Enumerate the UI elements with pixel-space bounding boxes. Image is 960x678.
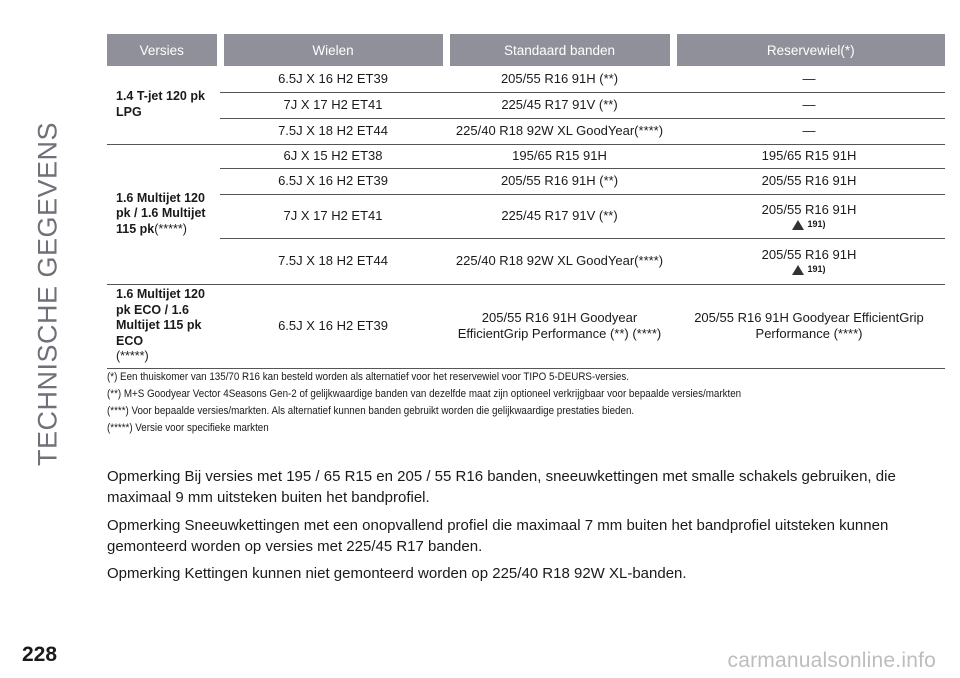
wheel-cell: 6J X 15 H2 ET38 bbox=[220, 144, 446, 168]
spare-cell: — bbox=[673, 92, 945, 118]
tyre-cell: 225/45 R17 91V (**) bbox=[446, 92, 673, 118]
version-cell: 1.6 Multijet 120 pk ECO / 1.6 Multijet 115 pk ECO (*****) bbox=[107, 284, 220, 368]
table-header-row bbox=[107, 34, 945, 66]
tyre-cell: 205/55 R16 91H (**) bbox=[446, 66, 673, 92]
footnote: (*****) Versie voor specifieke markten bbox=[107, 422, 269, 434]
table-row bbox=[107, 194, 945, 238]
tyre-cell: 225/40 R18 92W XL GoodYear(****) bbox=[446, 238, 673, 284]
wheel-cell: 7J X 17 H2 ET41 bbox=[220, 92, 446, 118]
warning-triangle-icon bbox=[792, 265, 804, 275]
wheel-cell: 6.5J X 16 H2 ET39 bbox=[220, 66, 446, 92]
side-title-text: TECHNISCHE GEGEVENS bbox=[32, 121, 63, 467]
table-row bbox=[107, 144, 945, 168]
wheel-cell: 7.5J X 18 H2 ET44 bbox=[220, 238, 446, 284]
spare-cell: 205/55 R16 91H Goodyear EfficientGrip Performance (****) bbox=[673, 284, 945, 368]
tyre-cell: 205/55 R16 91H Goodyear EfficientGrip Performance (**) (****) bbox=[446, 284, 673, 368]
wheel-cell: 7.5J X 18 H2 ET44 bbox=[220, 118, 446, 144]
table-row bbox=[107, 118, 945, 144]
tyre-cell: 195/65 R15 91H bbox=[446, 144, 673, 168]
header-versies: Versies bbox=[107, 34, 220, 66]
warning-reference: 191) bbox=[677, 219, 941, 230]
remark-paragraph: Opmerking Sneeuwkettingen met een onopvallend profiel die maximaal 7 mm buiten het bandprofiel uitsteken kunnen gemonteerd worden op versies met 225/45 R17 banden. bbox=[107, 516, 889, 555]
remark-paragraph: Opmerking Kettingen kunnen niet gemonteerd worden op 225/40 R18 92W XL-banden. bbox=[107, 565, 687, 583]
spare-cell: 205/55 R16 91H 191) bbox=[673, 238, 945, 284]
spare-cell: 205/55 R16 91H bbox=[673, 168, 945, 194]
table-row bbox=[107, 284, 945, 368]
wheel-cell: 6.5J X 16 H2 ET39 bbox=[220, 284, 446, 368]
table-row bbox=[107, 238, 945, 284]
remark-paragraph: Opmerking Bij versies met 195 / 65 R15 en 205 / 55 R16 banden, sneeuwkettingen met smalle schakels gebruiken, die maximaal 9 mm uitsteken buiten het bandprofiel. bbox=[107, 468, 896, 507]
warning-reference: 191) bbox=[677, 264, 941, 275]
table-row bbox=[107, 66, 945, 92]
spare-cell: 205/55 R16 91H 191) bbox=[673, 194, 945, 238]
version-cell: 1.4 T-jet 120 pk LPG bbox=[107, 66, 220, 144]
spare-cell: — bbox=[673, 118, 945, 144]
footnote: (****) Voor bepaalde versies/markten. Als alternatief kunnen banden gebruikt worden die gelijkwaardige prestaties bieden. bbox=[107, 405, 635, 417]
watermark: carmanualsonline.info bbox=[727, 649, 936, 672]
header-reservewiel: Reservewiel(*) bbox=[673, 34, 945, 66]
header-standaard-banden: Standaard banden bbox=[446, 34, 673, 66]
spare-cell: 195/65 R15 91H bbox=[673, 144, 945, 168]
warning-triangle-icon bbox=[792, 220, 804, 230]
page-number: 228 bbox=[22, 643, 58, 666]
version-cell: 1.6 Multijet 120 pk / 1.6 Multijet 115 pk(*****) bbox=[107, 144, 220, 284]
footnotes bbox=[107, 371, 947, 439]
version-note: (*****) bbox=[154, 221, 187, 236]
header-wielen: Wielen bbox=[220, 34, 446, 66]
footnote: (**) M+S Goodyear Vector 4Seasons Gen-2 of gelijkwaardige banden van dezelfde maat zijn optioneel verkrijgbaar voor bepaalde versies/markten bbox=[107, 388, 742, 400]
version-note: (*****) bbox=[116, 349, 149, 364]
table-row bbox=[107, 168, 945, 194]
table-row bbox=[107, 92, 945, 118]
wheel-cell: 7J X 17 H2 ET41 bbox=[220, 194, 446, 238]
wheel-cell: 6.5J X 16 H2 ET39 bbox=[220, 168, 446, 194]
footnote: (*) Een thuiskomer van 135/70 R16 kan besteld worden als alternatief voor het reservewiel voor TIPO 5-DEURS-versies. bbox=[107, 371, 629, 383]
wheel-tyre-table bbox=[107, 34, 945, 369]
tyre-cell: 225/45 R17 91V (**) bbox=[446, 194, 673, 238]
remarks bbox=[107, 466, 947, 590]
spare-cell: — bbox=[673, 66, 945, 92]
tyre-cell: 205/55 R16 91H (**) bbox=[446, 168, 673, 194]
tyre-cell: 225/40 R18 92W XL GoodYear(****) bbox=[446, 118, 673, 144]
